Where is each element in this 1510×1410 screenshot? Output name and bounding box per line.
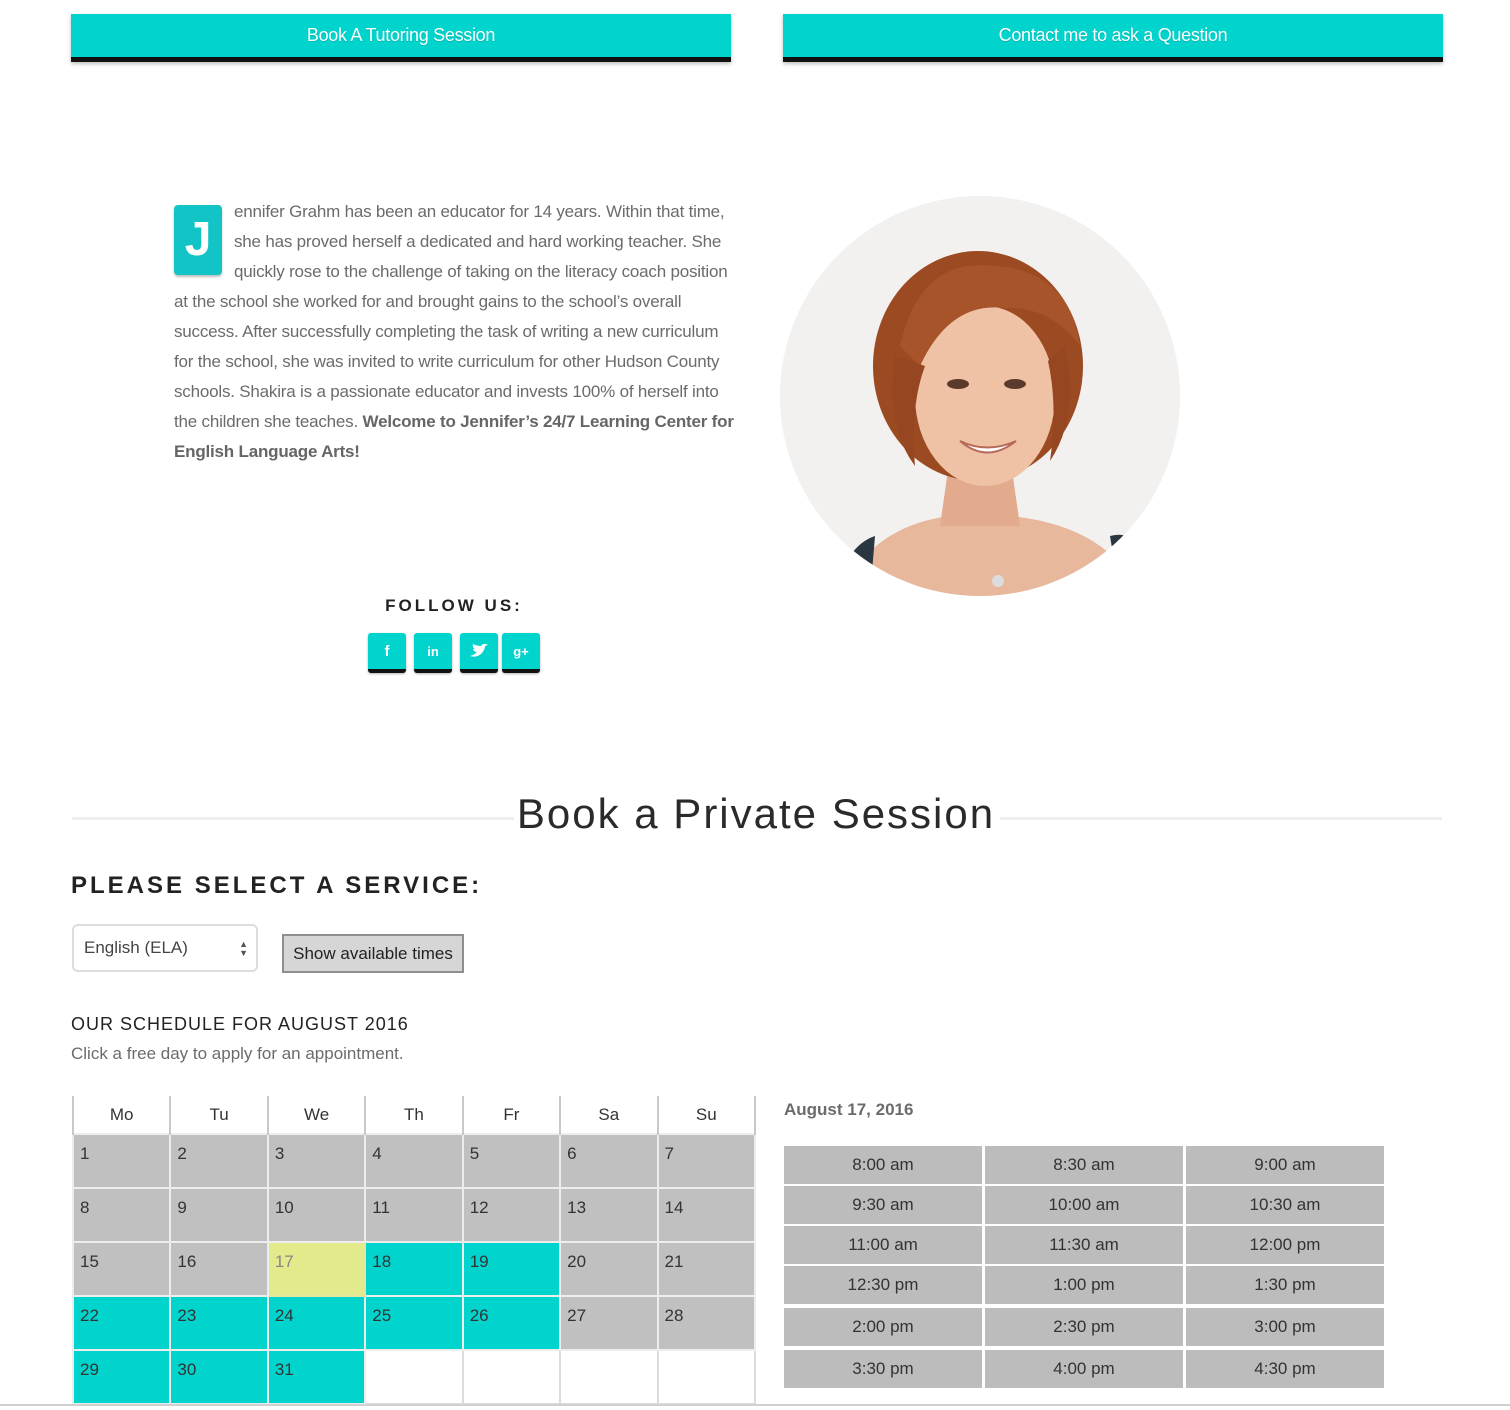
calendar-day[interactable]: 3 — [268, 1134, 365, 1188]
time-slot[interactable]: 10:00 am — [985, 1186, 1183, 1224]
time-slot[interactable]: 9:30 am — [784, 1186, 982, 1224]
contact-button[interactable]: Contact me to ask a Question — [783, 14, 1443, 62]
time-slot[interactable]: 8:00 am — [784, 1146, 982, 1184]
selected-date-heading: August 17, 2016 — [784, 1100, 914, 1119]
weekday-header: Fr — [463, 1096, 560, 1134]
calendar-day[interactable]: 4 — [365, 1134, 462, 1188]
calendar-day[interactable]: 24 — [268, 1296, 365, 1350]
schedule-title: OUR SCHEDULE FOR AUGUST 2016 — [71, 1014, 409, 1034]
time-slot[interactable]: 2:30 pm — [985, 1308, 1183, 1346]
profile-photo — [780, 196, 1180, 596]
calendar-day[interactable]: 28 — [658, 1296, 755, 1350]
bottom-divider — [0, 1404, 1510, 1406]
time-slot[interactable]: 3:30 pm — [784, 1350, 982, 1388]
weekday-header: Mo — [73, 1096, 170, 1134]
calendar-day[interactable]: 15 — [73, 1242, 170, 1296]
show-times-button[interactable]: Show available times — [282, 934, 464, 973]
time-slot-grid — [784, 1146, 1384, 1390]
calendar-day[interactable]: 19 — [463, 1242, 560, 1296]
bio-welcome: Welcome to Jennifer’s 24/7 Learning Center for English Language Arts! — [174, 412, 734, 461]
weekday-header: We — [268, 1096, 365, 1134]
google-plus-icon[interactable]: g+ — [502, 633, 540, 673]
calendar — [72, 1096, 756, 1405]
facebook-icon[interactable]: f — [368, 633, 406, 673]
bio-text: ennifer Grahm has been an educator for 14 years. Within that time, she has proved herself a dedicated and hard working teacher. She quickly rose to the challenge of taking on the literacy coach position at the school she worked for and brought gains to the school’s overall success. After successfully completing the task of writing a new curriculum for the school, she was invited to write curriculum for other Hudson County schools. Shakira is a passionate educator and invests 100% of herself into the children she teaches. — [174, 202, 728, 431]
section-title: Book a Private Session — [516, 790, 996, 837]
bio-paragraph — [174, 197, 734, 467]
calendar-day[interactable]: 8 — [73, 1188, 170, 1242]
calendar-day[interactable]: 23 — [170, 1296, 267, 1350]
calendar-day[interactable]: 12 — [463, 1188, 560, 1242]
calendar-day[interactable]: 25 — [365, 1296, 462, 1350]
calendar-day[interactable]: 31 — [268, 1350, 365, 1404]
time-slot[interactable]: 9:00 am — [1186, 1146, 1384, 1184]
dropcap-letter: J — [174, 205, 222, 275]
calendar-day[interactable]: 17 — [268, 1242, 365, 1296]
time-slot[interactable]: 12:00 pm — [1186, 1226, 1384, 1264]
time-slot[interactable]: 2:00 pm — [784, 1308, 982, 1346]
portrait-illustration — [780, 196, 1180, 596]
calendar-week-row — [73, 1188, 755, 1242]
twitter-icon[interactable] — [460, 633, 498, 673]
time-slot[interactable]: 1:00 pm — [985, 1266, 1183, 1304]
time-slot[interactable]: 4:00 pm — [985, 1350, 1183, 1388]
weekday-header: Tu — [170, 1096, 267, 1134]
service-select[interactable] — [72, 924, 258, 972]
service-select-value: English (ELA) — [84, 938, 188, 957]
calendar-week-row — [73, 1350, 755, 1404]
calendar-day[interactable]: 30 — [170, 1350, 267, 1404]
calendar-day[interactable]: 10 — [268, 1188, 365, 1242]
schedule-subtitle: Click a free day to apply for an appointment. — [71, 1044, 404, 1063]
calendar-day[interactable]: 9 — [170, 1188, 267, 1242]
calendar-week-row — [73, 1242, 755, 1296]
calendar-week-row — [73, 1134, 755, 1188]
calendar-day[interactable]: 14 — [658, 1188, 755, 1242]
calendar-day[interactable]: 27 — [560, 1296, 657, 1350]
calendar-day[interactable]: 29 — [73, 1350, 170, 1404]
calendar-day[interactable]: 1 — [73, 1134, 170, 1188]
book-tutoring-button[interactable]: Book A Tutoring Session — [71, 14, 731, 62]
weekday-header: Su — [658, 1096, 755, 1134]
time-slot[interactable]: 3:00 pm — [1186, 1308, 1384, 1346]
calendar-empty-cell — [365, 1350, 462, 1404]
time-slot[interactable]: 1:30 pm — [1186, 1266, 1384, 1304]
weekday-header: Sa — [560, 1096, 657, 1134]
service-title: PLEASE SELECT A SERVICE: — [71, 872, 483, 899]
calendar-day[interactable]: 26 — [463, 1296, 560, 1350]
calendar-day[interactable]: 20 — [560, 1242, 657, 1296]
calendar-day[interactable]: 22 — [73, 1296, 170, 1350]
divider-right — [1000, 817, 1442, 820]
time-slot[interactable]: 11:30 am — [985, 1226, 1183, 1264]
calendar-day[interactable]: 18 — [365, 1242, 462, 1296]
time-slot[interactable]: 11:00 am — [784, 1226, 982, 1264]
calendar-day[interactable]: 2 — [170, 1134, 267, 1188]
follow-us-title: FOLLOW US: — [385, 596, 523, 615]
time-slot[interactable]: 8:30 am — [985, 1146, 1183, 1184]
time-slot[interactable]: 10:30 am — [1186, 1186, 1384, 1224]
weekday-row — [73, 1096, 755, 1134]
calendar-day[interactable]: 7 — [658, 1134, 755, 1188]
linkedin-icon[interactable]: in — [414, 633, 452, 673]
calendar-week-row — [73, 1296, 755, 1350]
calendar-day[interactable]: 21 — [658, 1242, 755, 1296]
calendar-day[interactable]: 16 — [170, 1242, 267, 1296]
time-slot[interactable]: 12:30 pm — [784, 1266, 982, 1304]
calendar-empty-cell — [658, 1350, 755, 1404]
weekday-header: Th — [365, 1096, 462, 1134]
calendar-day[interactable]: 13 — [560, 1188, 657, 1242]
select-arrows-icon: ▲ ▼ — [239, 939, 248, 958]
calendar-day[interactable]: 6 — [560, 1134, 657, 1188]
calendar-day[interactable]: 11 — [365, 1188, 462, 1242]
calendar-empty-cell — [463, 1350, 560, 1404]
divider-left — [72, 817, 514, 820]
calendar-empty-cell — [560, 1350, 657, 1404]
calendar-day[interactable]: 5 — [463, 1134, 560, 1188]
time-slot[interactable]: 4:30 pm — [1186, 1350, 1384, 1388]
